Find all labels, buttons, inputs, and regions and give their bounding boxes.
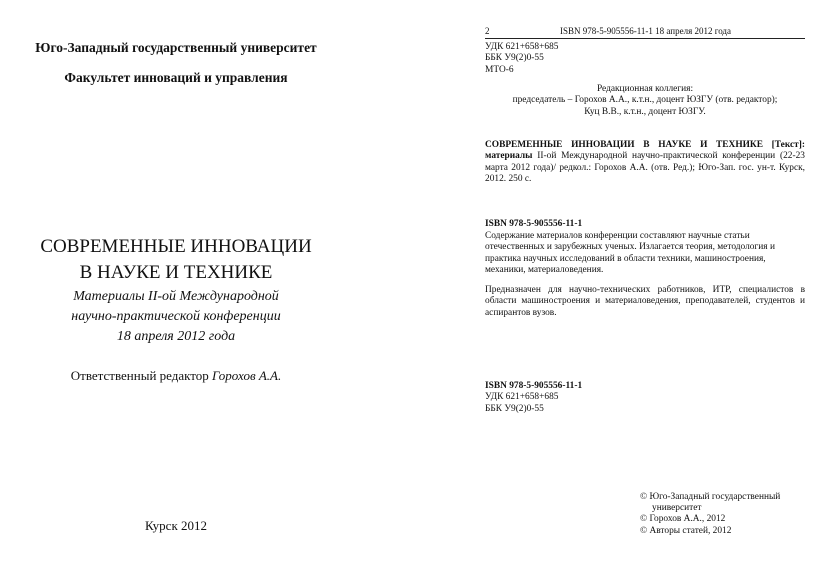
editorial-board [485, 84, 805, 118]
subtitle-line-2: научно-практической конференции [71, 309, 281, 324]
udk-code: УДК 621+658+685 [485, 42, 559, 52]
copyright-block [640, 492, 815, 537]
mto-code: МТО-6 [485, 64, 514, 75]
editor-label: Ответственный редактор [70, 368, 213, 383]
citation-title: СОВРЕМЕННЫЕ ИННОВАЦИИ В НАУКЕ И ТЕХНИКЕ [Текст]: материалы [485, 140, 805, 162]
copyright-authors: © Авторы статей, 2012 [640, 525, 732, 536]
abstract: Содержание материалов конференции составляют научные статьи отечественных и зарубежных ученых. Излагается теория, методология и практика научных исследований в области техники, машиностроения, механики, материаловедения. [485, 231, 775, 276]
classification-block [485, 42, 805, 76]
page-number: 2 [485, 26, 490, 36]
committee-title: Редакционная коллегия: [596, 84, 694, 94]
copyright-university: © Юго-Западный государственный [640, 492, 781, 502]
subtitle-line-3: 18 апреля 2012 года [116, 329, 236, 344]
citation-details: II-ой Международной научно-практической конференции (22-23 марта 2012 года)/ редкол.: Горохов А.А. (отв. Ред.); Юго-Зап. гос. ун-т. Курск, 2012. 250 с. [485, 151, 805, 185]
subtitle-line-1: Материалы II-ой Международной [73, 289, 279, 304]
audience-note: Предназначен для научно-технических работников, ИТР, специалистов в области машиностроения и материаловедения, преподавателей, студентов и аспирантов вузов. [485, 285, 805, 318]
isbn-bottom: ISBN 978-5-905556-11-1 [485, 381, 583, 391]
bbk-bottom: ББК У9(2)0-55 [485, 403, 544, 414]
bbk-code: ББК У9(2)0-55 [485, 53, 544, 64]
main-title [0, 234, 352, 286]
bibliographic-citation [485, 140, 805, 186]
imprint-page [410, 0, 819, 579]
udk-bottom: УДК 621+658+685 [485, 392, 559, 403]
title-line-1: СОВРЕМЕННЫЕ ИННОВАЦИИ [40, 236, 312, 257]
responsible-editor [0, 368, 352, 384]
header-text: ISBN 978-5-905556-11-1 18 апреля 2012 года [560, 26, 732, 36]
isbn-block-bottom [485, 381, 805, 415]
running-header [485, 26, 805, 39]
faculty-name: Факультет инноваций и управления [64, 70, 288, 85]
editor-name: Горохов А.А. [212, 368, 282, 383]
title-line-2: В НАУКЕ И ТЕХНИКЕ [79, 262, 273, 283]
isbn: ISBN 978-5-905556-11-1 [485, 219, 583, 229]
committee-member: Куц В.В., к.т.н., доцент ЮЗГУ. [584, 106, 706, 117]
copyright-university-cont: университет [652, 503, 702, 514]
copyright-editor: © Горохов А.А., 2012 [640, 514, 726, 525]
city-year: Курск 2012 [144, 518, 208, 533]
committee-chair: председатель – Горохов А.А., к.т.н., доцент ЮЗГУ (отв. редактор); [512, 95, 778, 106]
university-name: Юго-Западный государственный университет [35, 40, 317, 55]
subtitle [0, 287, 352, 347]
